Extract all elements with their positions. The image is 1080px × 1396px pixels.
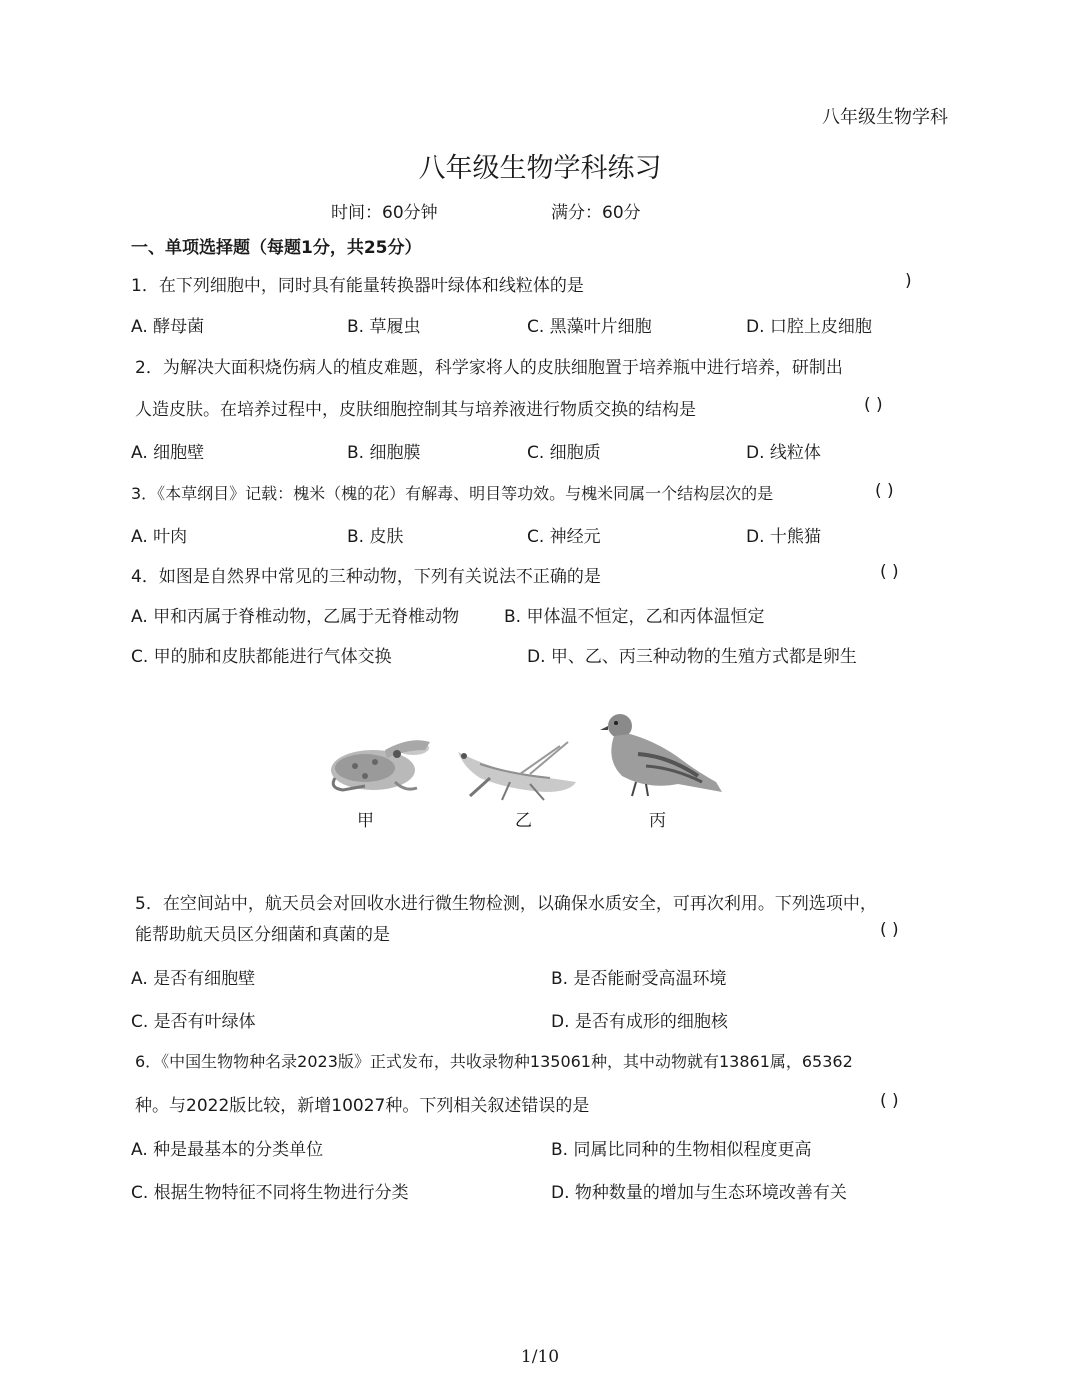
question-1-option-c: C. 黑藻叶片细胞 [527,317,652,337]
question-2-option-c: C. 细胞质 [527,443,601,463]
question-5-option-c: C. 是否有叶绿体 [131,1012,256,1032]
question-3-option-a: A. 叶肉 [131,527,188,547]
subject-header: 八年级生物学科 [822,107,948,128]
question-3-option-d: D. 十熊猫 [746,527,821,547]
question-2-option-d: D. 线粒体 [746,443,821,463]
exam-time: 时间：60分钟 [331,203,438,223]
page-title: 八年级生物学科练习 [418,153,662,184]
frog-image [325,728,435,798]
question-2-option-b: B. 细胞膜 [347,443,421,463]
question-1-option-b: B. 草履虫 [347,317,421,337]
question-6-option-b: B. 同属比同种的生物相似程度更高 [551,1140,812,1160]
figure-label-jia: 甲 [357,811,374,831]
question-6-stem-line-2: 种。与2022版比较，新增10027种。下列相关叙述错误的是 [135,1096,590,1116]
question-3-stem: 3．《本草纲目》记载：槐米（槐的花）有解毒、明目等功效。与槐米同属一个结构层次的是 [131,484,774,503]
question-2-stem-line-2: 人造皮肤。在培养过程中，皮肤细胞控制其与培养液进行物质交换的结构是 [135,400,696,420]
question-2-stem-line-1: 2．为解决大面积烧伤病人的植皮难题，科学家将人的皮肤细胞置于培养瓶中进行培养，研制出 [135,358,843,378]
question-5-answer-paren: ( ) [880,920,899,940]
question-5-option-a: A. 是否有细胞壁 [131,969,256,989]
figure-label-bing: 丙 [649,811,666,831]
question-1-option-a: A. 酵母菌 [131,317,205,337]
grasshopper-image [450,738,580,802]
question-6-option-d: D. 物种数量的增加与生态环境改善有关 [551,1183,847,1203]
pigeon-image [598,710,728,802]
question-5-stem-line-2: 能帮助航天员区分细菌和真菌的是 [135,925,390,945]
question-6-option-c: C. 根据生物特征不同将生物进行分类 [131,1183,409,1203]
question-3-answer-paren: ( ) [875,481,894,501]
question-5-option-d: D. 是否有成形的细胞核 [551,1012,728,1032]
question-4-answer-paren: ( ) [880,562,899,582]
question-1-stem: 1．在下列细胞中，同时具有能量转换器叶绿体和线粒体的是 [131,276,584,296]
question-2-answer-paren: ( ) [864,395,883,415]
question-5-stem-line-1: 5．在空间站中，航天员会对回收水进行微生物检测，以确保水质安全，可再次利用。下列选项中， [135,894,877,914]
question-1-option-d: D. 口腔上皮细胞 [746,317,872,337]
section-heading: 一、单项选择题（每题1分，共25分） [131,238,422,258]
question-4-option-b: B. 甲体温不恒定，乙和丙体温恒定 [504,607,765,627]
question-4-option-d: D. 甲、乙、丙三种动物的生殖方式都是卵生 [527,647,857,667]
question-4-option-a: A. 甲和丙属于脊椎动物，乙属于无脊椎动物 [131,607,460,627]
figure-label-yi: 乙 [515,811,532,831]
question-5-option-b: B. 是否能耐受高温环境 [551,969,727,989]
question-6-option-a: A. 种是最基本的分类单位 [131,1140,324,1160]
question-4-stem: 4．如图是自然界中常见的三种动物，下列有关说法不正确的是 [131,567,601,587]
full-score: 满分：60分 [551,203,641,223]
question-3-option-b: B. 皮肤 [347,527,404,547]
question-3-option-c: C. 神经元 [527,527,601,547]
question-1-answer-paren: ) [905,271,912,291]
page-number: 1/10 [520,1347,560,1367]
question-6-stem-line-1: 6．《中国生物物种名录2023版》正式发布，共收录物种135061种，其中动物就有13861属，65362 [135,1052,853,1071]
question-4-option-c: C. 甲的肺和皮肤都能进行气体交换 [131,647,392,667]
question-6-answer-paren: ( ) [880,1091,899,1111]
question-2-option-a: A. 细胞壁 [131,443,205,463]
